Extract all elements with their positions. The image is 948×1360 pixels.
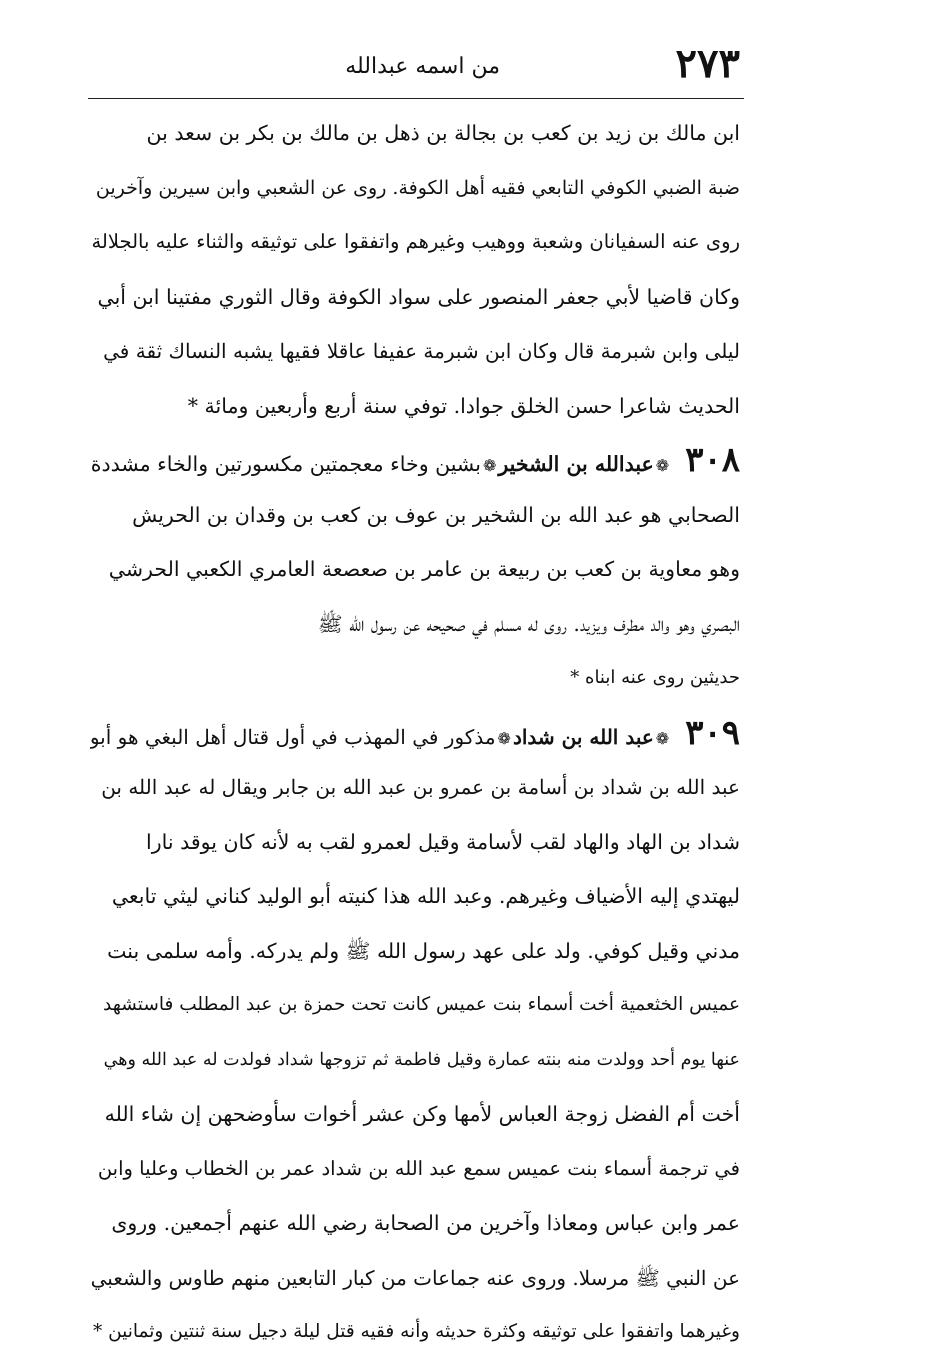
text-line: وغيرهما واتفقوا على توثيقه وكثرة حديثه وأنه فقيه قتل ليلة دجيل سنة ثنتين وثمانين * [92,1321,740,1342]
text-line: مدني وقيل كوفي. ولد على عهد رسول الله ﷺ ولم يدركه. وأمه سلمى بنت [107,938,740,963]
text-line: الصحابي هو عبد الله بن الشخير بن عوف بن كعب بن وقدان بن الحريش [132,502,740,527]
text-line: عميس الخثعمية أخت أسماء بنت عميس كانت تحت حمزة بن عبد المطلب فاستشهد [103,994,740,1015]
text-line: وكان قاضيا لأبي جعفر المنصور على سواد الكوفة وقال الثوري مفتينا ابن أبي [97,284,740,309]
text-line: شداد بن الهاد والهاد لقب لأسامة وقيل لعمرو لقب به لأنه كان يوقد نارا [146,829,740,854]
text-line: حديثين روى عنه ابناه * [570,667,740,688]
entry-heading-line [90,433,740,488]
text-line: عنها يوم أحد وولدت منه بنته عمارة وقيل فاطمة ثم تزوجها شداد فولدت له عبد الله وهي [103,1049,740,1070]
entry-number: ٣٠٩ [685,712,740,753]
entry-heading-line [90,706,740,761]
page-header [90,40,740,90]
text-line: الحديث شاعرا حسن الخلق جوادا. توفي سنة أربع وأربعين ومائة * [187,393,740,418]
entry-heading-text: مذكور في المهذب في أول قتال أهل البغي هو أبو [90,724,496,749]
text-line: وهو معاوية بن كعب بن ربيعة بن عامر بن صعصعة العامري الكعبي الحرشي [108,557,740,581]
text-line: ابن مالك بن زيد بن كعب بن بجالة بن ذهل بن مالك بن بكر بن سعد بن [146,121,740,145]
header-rule [88,98,744,99]
entry-name: عبد الله بن شداد [512,724,654,749]
ornament-icon: ❁ [655,728,670,748]
text-line: عمر وابن عباس ومعاذا وآخرين من الصحابة رضي الله عنهم أجمعين. وروى [111,1211,740,1235]
page-body [90,106,740,1360]
entry-heading-text: بشين وخاء معجمتين مكسورتين والخاء مشددة [90,452,481,476]
entry-number: ٣٠٨ [685,440,740,480]
ornament-icon: ❁ [497,728,511,748]
text-line: في ترجمة أسماء بنت عميس سمع عبد الله بن شداد عمر بن الخطاب وعليا وابن [97,1156,740,1180]
text-line: ليهتدي إليه الأضياف وغيرهم. وعبد الله هذا كنيته أبو الوليد كناني ليثي تابعي [111,884,740,908]
text-line: ليلى وابن شبرمة قال وكان ابن شبرمة عفيفا عاقلا فقيها يشبه النساك ثقة في [103,339,740,363]
entry-308 [90,433,740,706]
paragraph-continuation [90,106,740,433]
text-line: روى عنه السفيانان وشعبة ووهيب وغيرهم واتفقوا على توثيقه والثناء عليه بالجلالة [91,230,740,253]
text-line: عبد الله بن شداد بن أسامة بن عمرو بن عبد الله بن جابر ويقال له عبد الله بن [101,775,740,799]
running-head: من اسمه عبدالله [345,54,500,79]
text-line: عن النبي ﷺ مرسلا. وروى عنه جماعات من كبار التابعين منهم طاوس والشعبي [90,1265,740,1290]
entry-309 [90,706,740,1360]
entry-name: عبدالله بن الشخير [498,452,654,476]
text-line: ضبة الضبي الكوفي التابعي فقيه أهل الكوفة. روى عن الشعبي وابن سيرين وآخرين [95,176,740,199]
ornament-icon: ❁ [655,456,670,475]
text-line: البصري وهو والد مطرف ويزيد. روى له مسلم في صحيحه عن رسول الله ﷺ [317,611,740,636]
text-line: أخت أم الفضل زوجة العباس لأمها وكن عشر أخوات سأوضحهن إن شاء الله [104,1102,740,1126]
ornament-icon: ❁ [482,456,497,475]
page-number: ٢٧٣ [675,40,740,87]
